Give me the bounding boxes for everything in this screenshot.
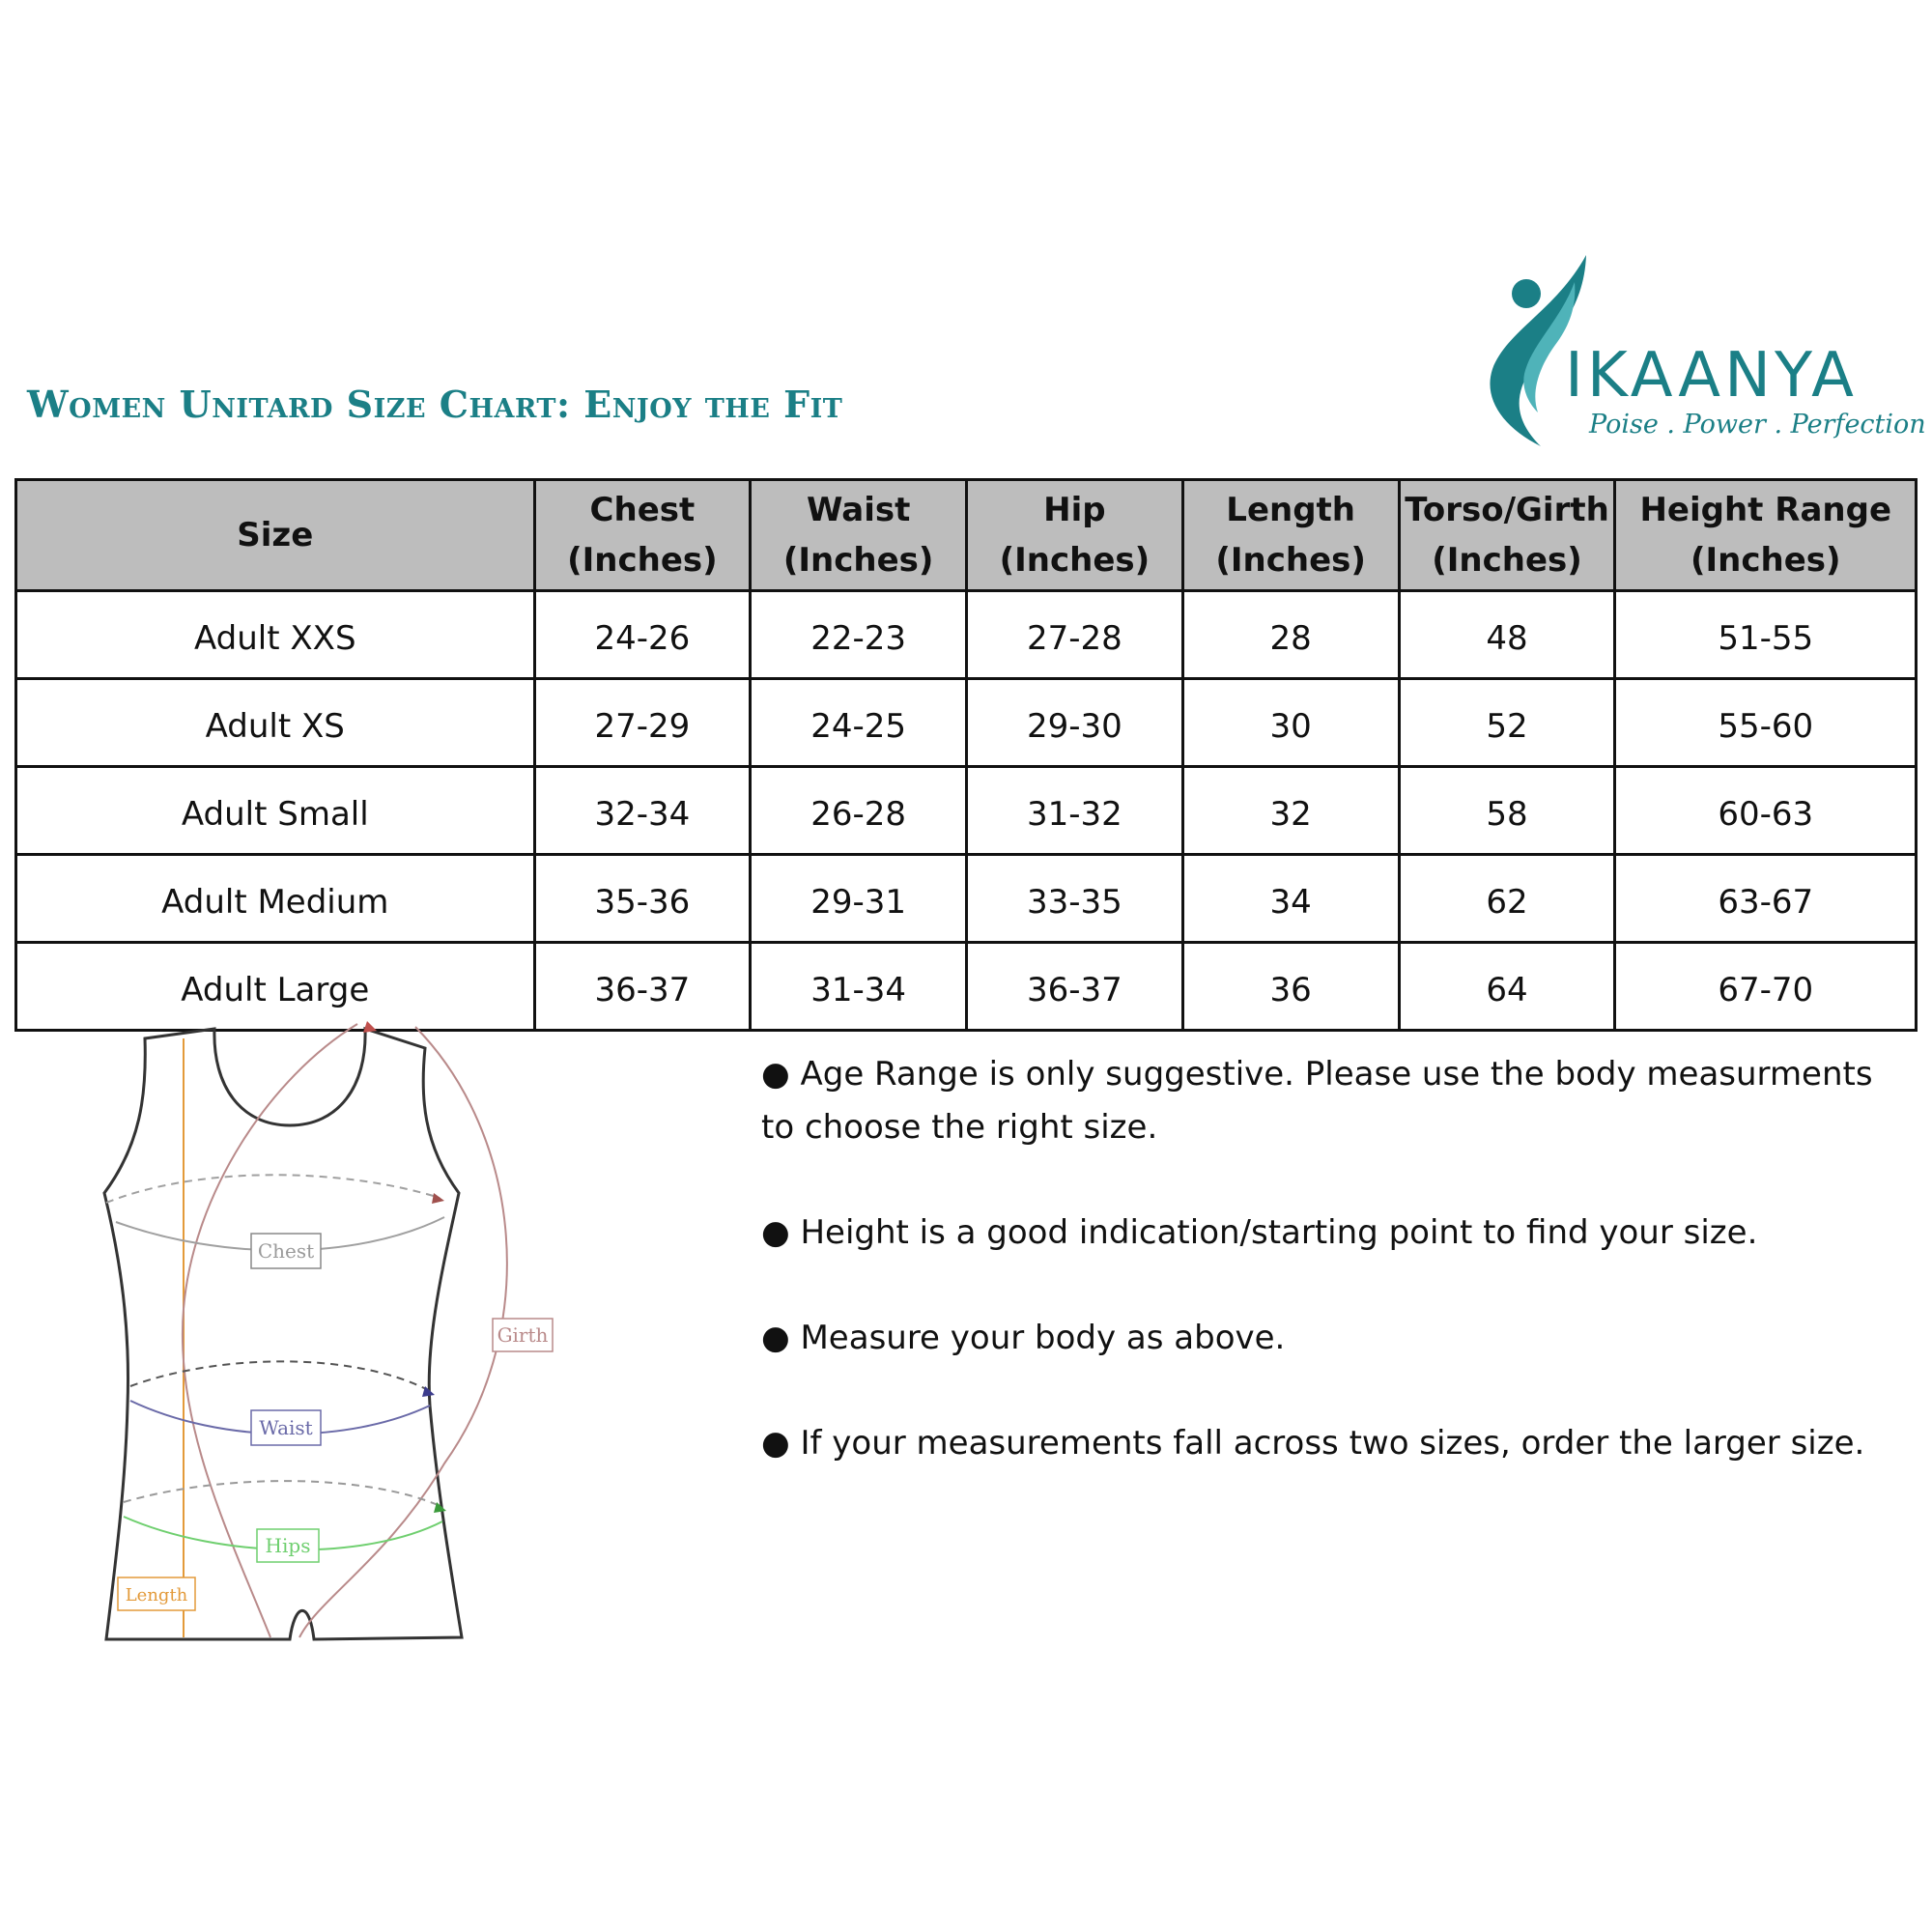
cell-size: Adult XXS <box>16 591 535 679</box>
cell-chest: 27-29 <box>534 679 751 767</box>
header-waist: Waist (Inches) <box>751 480 967 591</box>
note-item: ● If your measurements fall across two sizes, order the larger size. <box>761 1424 1865 1463</box>
cell-height-range: 51-55 <box>1615 591 1917 679</box>
cell-height-range: 60-63 <box>1615 767 1917 855</box>
cell-hip: 36-37 <box>967 943 1183 1031</box>
cell-torso-girth: 48 <box>1399 591 1615 679</box>
cell-length: 28 <box>1182 591 1399 679</box>
hips-label: Hips <box>265 1534 311 1557</box>
girth-label: Girth <box>497 1323 549 1347</box>
cell-size: Adult XS <box>16 679 535 767</box>
table-row <box>16 679 1917 767</box>
header-hip: Hip (Inches) <box>967 480 1183 591</box>
brand-logo <box>1478 253 1926 456</box>
header-torso-girth: Torso/Girth (Inches) <box>1399 480 1615 591</box>
cell-chest: 32-34 <box>534 767 751 855</box>
table-row <box>16 943 1917 1031</box>
logo-wordmark: IKAANYA <box>1565 340 1858 412</box>
cell-size: Adult Large <box>16 943 535 1031</box>
size-chart-table <box>14 478 1918 1032</box>
chest-label: Chest <box>257 1239 315 1263</box>
logo-tagline: Poise . Power . Perfection <box>1589 410 1926 440</box>
unitard-measurement-diagram <box>77 1019 580 1666</box>
cell-hip: 31-32 <box>967 767 1183 855</box>
cell-waist: 24-25 <box>751 679 967 767</box>
note-item: ● Height is a good indication/starting point to find your size. <box>761 1213 1758 1252</box>
cell-height-range: 67-70 <box>1615 943 1917 1031</box>
header-length: Length (Inches) <box>1182 480 1399 591</box>
table-header-row <box>16 480 1917 591</box>
note-item: ● Age Range is only suggestive. Please use the body measurments to choose the right size. <box>761 1055 1873 1147</box>
cell-waist: 31-34 <box>751 943 967 1031</box>
table-row <box>16 767 1917 855</box>
cell-length: 30 <box>1182 679 1399 767</box>
cell-hip: 33-35 <box>967 855 1183 943</box>
cell-size: Adult Medium <box>16 855 535 943</box>
table-row <box>16 591 1917 679</box>
cell-torso-girth: 52 <box>1399 679 1615 767</box>
cell-height-range: 63-67 <box>1615 855 1917 943</box>
cell-waist: 22-23 <box>751 591 967 679</box>
page-title: Women Unitard Size Chart: Enjoy the Fit <box>27 383 843 426</box>
header-size: Size <box>16 480 535 591</box>
table-row <box>16 855 1917 943</box>
header-chest: Chest (Inches) <box>534 480 751 591</box>
cell-chest: 24-26 <box>534 591 751 679</box>
header-height-range: Height Range (Inches) <box>1615 480 1917 591</box>
cell-length: 32 <box>1182 767 1399 855</box>
cell-torso-girth: 62 <box>1399 855 1615 943</box>
cell-length: 34 <box>1182 855 1399 943</box>
size-notes <box>761 1048 1901 1522</box>
length-label: Length <box>125 1585 188 1605</box>
waist-label: Waist <box>259 1416 313 1439</box>
cell-height-range: 55-60 <box>1615 679 1917 767</box>
cell-chest: 35-36 <box>534 855 751 943</box>
cell-hip: 29-30 <box>967 679 1183 767</box>
note-item: ● Measure your body as above. <box>761 1319 1286 1357</box>
cell-size: Adult Small <box>16 767 535 855</box>
cell-waist: 26-28 <box>751 767 967 855</box>
cell-chest: 36-37 <box>534 943 751 1031</box>
cell-hip: 27-28 <box>967 591 1183 679</box>
cell-waist: 29-31 <box>751 855 967 943</box>
cell-length: 36 <box>1182 943 1399 1031</box>
cell-torso-girth: 64 <box>1399 943 1615 1031</box>
cell-torso-girth: 58 <box>1399 767 1615 855</box>
